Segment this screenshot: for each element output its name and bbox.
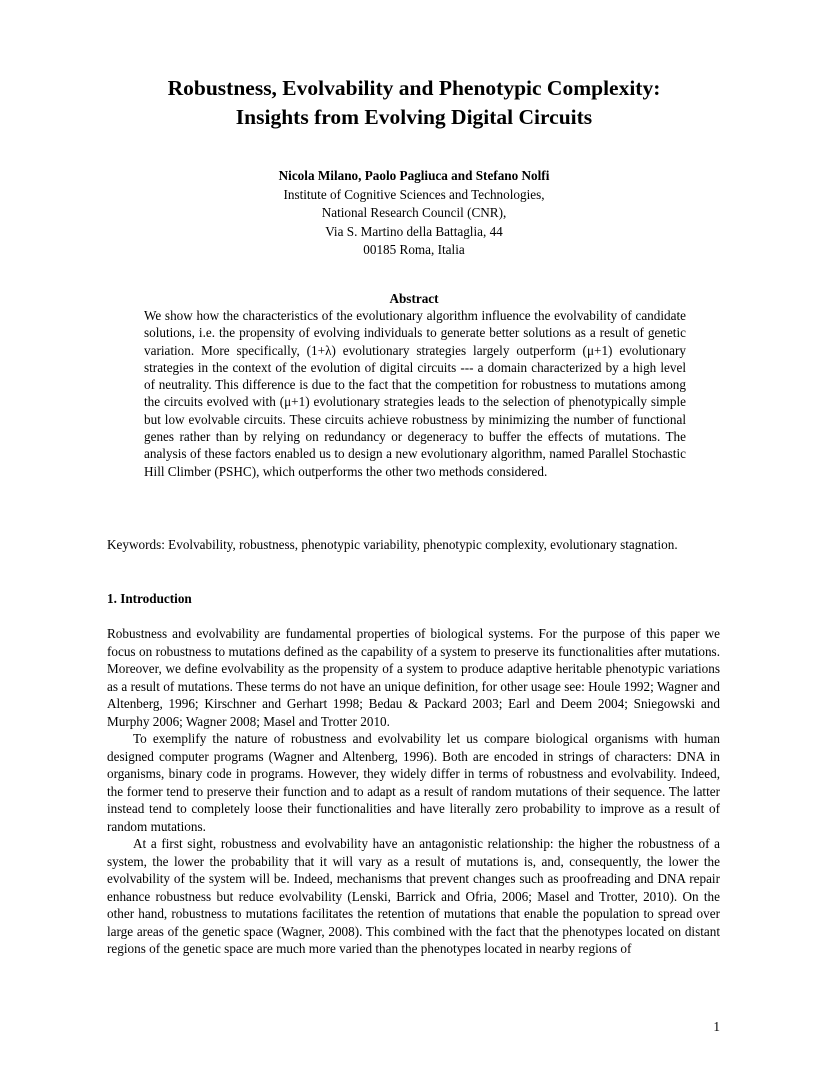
page-number: 1 [713, 1019, 720, 1034]
paragraph: Robustness and evolvability are fundamental properties of biological systems. For the purpose of this paper we focus on robustness to mutations defined as the capability of a system to preserve its functionalities after mutations. Moreover, we define evolvability as the propensity of a system to produce adaptive heritable phenotypic variations as a result of mutations. These terms do not have an unique definition, for other usage see: Houle 1992; Wagner and Altenberg, 1996; Kirschner and Gerhart 1998; Bedau & Packard 2003; Earl and Deem 2004; Sniegowski and Murphy 2006; Wagner 2008; Masel and Trotter 2010. [107, 626, 720, 729]
abstract-text: We show how the characteristics of the evolutionary algorithm influence the evolvability of candidate solutions, i.e. the propensity of evolving individuals to generate better solutions as a result of genetic variation. More specifically, (1+λ) evolutionary strategies largely outperform (μ+1) evolutionary strategies in the context of the evolution of digital circuits --- a domain characterized by a high level of neutrality. This difference is due to the fact that the competition for robustness to mutations among the circuits evolved with (μ+1) evolutionary strategies leads to the selection of phenotypically simple but low evolvable circuits. These circuits achieve robustness by minimizing the number of functional genes rather than by relying on redundancy or degeneracy to buffer the effects of mutations. The analysis of these factors enabled us to design a new evolutionary algorithm, named Parallel Stochastic Hill Climber (PSHC), which outperforms the other two methods considered. [144, 308, 686, 479]
title-line-2: Insights from Evolving Digital Circuits [235, 105, 593, 129]
section-heading-introduction: 1. Introduction [107, 591, 192, 606]
affiliation-line-1: Institute of Cognitive Sciences and Technologies, [283, 186, 545, 202]
author-block [100, 167, 728, 260]
affiliation-line-4: 00185 Roma, Italia [363, 242, 465, 257]
affiliation-line-3: Via S. Martino della Battaglia, 44 [325, 223, 503, 239]
introduction-body [107, 625, 720, 958]
abstract-heading: Abstract [389, 291, 439, 306]
paragraph: At a first sight, robustness and evolvability have an antagonistic relationship: the higher the robustness of a system, the lower the probability that it will vary as a result of mutations is, and, consequently, the lower the evolvability of the system will be. Indeed, mechanisms that prevent changes such as proofreading and DNA repair enhance robustness but reduce evolvability (Lenski, Barrick and Ofria, 2006; Masel and Trotter, 2010). On the other hand, robustness to mutations facilitates the retention of mutations that enable the population to spread over large areas of the genetic space (Wagner, 2008). This combined with the fact that the phenotypes located on distant regions of the genetic space are much more varied than the phenotypes located in nearby regions of [107, 836, 720, 956]
affiliation-line-2: National Research Council (CNR), [321, 205, 507, 220]
keywords: Keywords: Evolvability, robustness, phenotypic variability, phenotypic complexity, evolutionary stagnation. [107, 537, 678, 552]
title-line-1: Robustness, Evolvability and Phenotypic Complexity: [167, 76, 661, 100]
paragraph: To exemplify the nature of robustness and evolvability let us compare biological organisms with human designed computer programs (Wagner and Altenberg, 1996). Both are encoded in strings of characters: DNA in organisms, binary code in programs. However, they widely differ in terms of robustness and evolvability. Indeed, the former tend to preserve their function and to adapt as a result of random mutations of their sequence. The latter instead tend to completely loose their functionalities and have literally zero probability to improve as a result of random mutations. [107, 731, 720, 834]
author-names: Nicola Milano, Paolo Pagliuca and Stefano Nolfi [278, 168, 550, 183]
paper-title [60, 74, 768, 132]
